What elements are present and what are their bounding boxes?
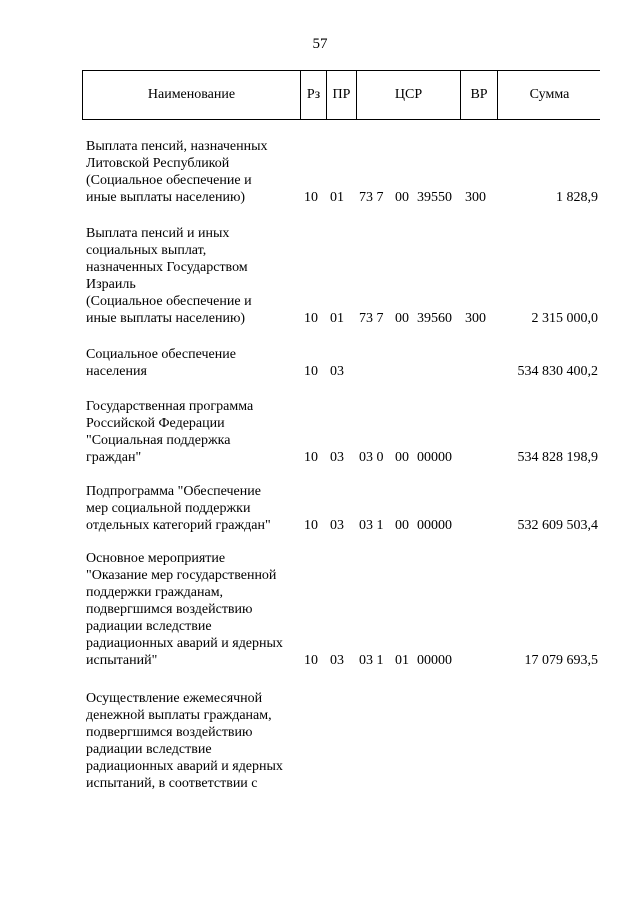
cell-rz: 10	[304, 518, 318, 533]
cell-rz: 10	[304, 311, 318, 326]
cell-csr-program: 73 7	[359, 311, 384, 326]
column-header-rz: Рз	[301, 71, 327, 119]
row-name-line: населения	[86, 364, 147, 379]
row-name-line: Государственная программа	[86, 399, 254, 414]
cell-pr: 03	[330, 518, 344, 533]
cell-sum: 534 828 198,9	[517, 450, 598, 465]
row-name-line: Основное мероприятие	[86, 551, 226, 566]
row-name	[86, 483, 308, 534]
row-name	[86, 690, 308, 792]
row-name-line: иные выплаты населению)	[86, 190, 246, 205]
cell-csr-direction: 39550	[417, 190, 452, 205]
cell-pr: 01	[330, 311, 344, 326]
cell-sum: 532 609 503,4	[517, 518, 598, 533]
cell-vr: 300	[465, 190, 486, 205]
row-name-line: радиации вследствие	[86, 742, 212, 757]
row-name-line: Израиль	[86, 277, 136, 292]
row-name	[86, 138, 308, 206]
page-number: 57	[312, 36, 328, 52]
row-name-line: Подпрограмма "Обеспечение	[86, 484, 261, 499]
cell-csr-subprogram: 00	[395, 518, 409, 533]
cell-csr-direction: 00000	[417, 653, 452, 668]
column-header-name: Наименование	[83, 71, 301, 119]
cell-sum: 17 079 693,5	[524, 653, 598, 668]
row-name-line: Социальное обеспечение	[86, 347, 236, 362]
row-name-line: Выплата пенсий и иных	[86, 226, 230, 241]
column-header-sum: Сумма	[529, 87, 570, 102]
row-name	[86, 550, 308, 669]
cell-csr-direction: 39560	[417, 311, 452, 326]
row-name-line: испытаний, в соответствии с	[86, 776, 258, 791]
cell-sum: 1 828,9	[556, 190, 598, 205]
cell-rz: 10	[304, 190, 318, 205]
row-name-line: отдельных категорий граждан"	[86, 518, 271, 533]
row-name-line: подвергшимся воздействию	[86, 602, 253, 617]
cell-rz: 10	[304, 450, 318, 465]
row-name-line: денежной выплаты гражданам,	[86, 708, 272, 723]
row-name-line: испытаний"	[86, 653, 158, 668]
row-name-line: социальных выплат,	[86, 243, 207, 258]
row-name-line: подвергшимся воздействию	[86, 725, 253, 740]
cell-csr-program: 03 1	[359, 518, 384, 533]
column-header-csr: ЦСР	[357, 71, 461, 119]
cell-csr-direction: 00000	[417, 518, 452, 533]
cell-sum: 534 830 400,2	[517, 364, 598, 379]
cell-pr: 03	[330, 364, 344, 379]
row-name-line: мер социальной поддержки	[86, 501, 251, 516]
cell-vr: 300	[465, 311, 486, 326]
cell-rz: 10	[304, 653, 318, 668]
row-name	[86, 225, 308, 327]
row-name-line: радиационных аварий и ядерных	[86, 759, 283, 774]
row-name-line: Выплата пенсий, назначенных	[86, 139, 268, 154]
row-name-line: радиации вследствие	[86, 619, 212, 634]
cell-csr-program: 03 1	[359, 653, 384, 668]
row-name-line: иные выплаты населению)	[86, 311, 246, 326]
cell-csr-program: 03 0	[359, 450, 384, 465]
cell-pr: 03	[330, 450, 344, 465]
cell-pr: 01	[330, 190, 344, 205]
cell-csr-direction: 00000	[417, 450, 452, 465]
column-header-vr: ВР	[461, 71, 498, 119]
row-name-line: радиационных аварий и ядерных	[86, 636, 283, 651]
cell-csr-subprogram: 01	[395, 653, 409, 668]
cell-csr-subprogram: 00	[395, 190, 409, 205]
row-name-line: "Социальная поддержка	[86, 433, 231, 448]
cell-csr-subprogram: 00	[395, 450, 409, 465]
row-name-line: Осуществление ежемесячной	[86, 691, 263, 706]
row-name-line: поддержки гражданам,	[86, 585, 224, 600]
cell-rz: 10	[304, 364, 318, 379]
row-name-line: (Социальное обеспечение и	[86, 173, 252, 188]
row-name-line: "Оказание мер государственной	[86, 568, 277, 583]
row-name	[86, 346, 308, 380]
cell-csr-program: 73 7	[359, 190, 384, 205]
cell-pr: 03	[330, 653, 344, 668]
row-name-line: Российской Федерации	[86, 416, 225, 431]
row-name-line: граждан"	[86, 450, 142, 465]
row-name-line: (Социальное обеспечение и	[86, 294, 252, 309]
row-name	[86, 398, 308, 466]
row-name-line: назначенных Государством	[86, 260, 248, 275]
cell-csr-subprogram: 00	[395, 311, 409, 326]
row-name-line: Литовской Республикой	[86, 156, 230, 171]
table-header	[82, 70, 600, 120]
column-header-pr: ПР	[327, 71, 357, 119]
cell-sum: 2 315 000,0	[531, 311, 598, 326]
